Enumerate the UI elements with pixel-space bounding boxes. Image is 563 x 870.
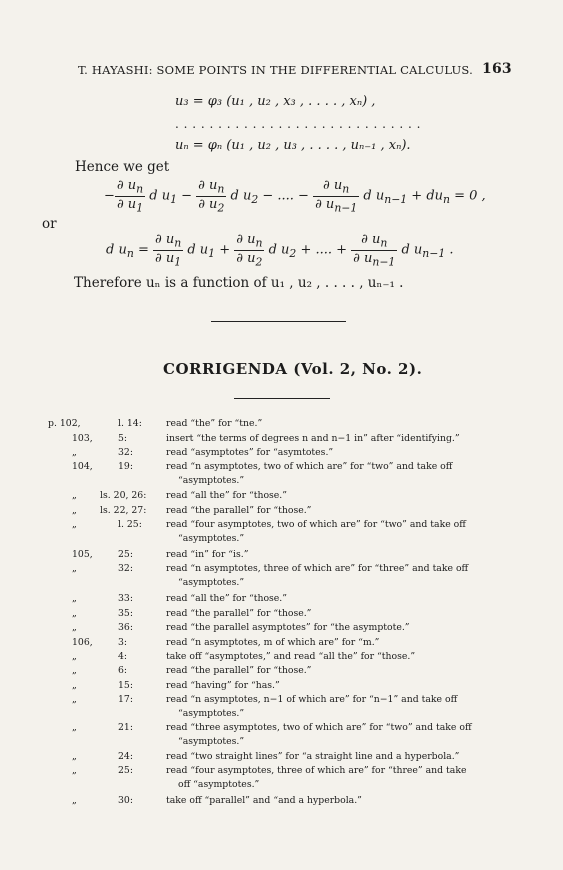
equation-un: uₙ = φₙ (u₁ , u₂ , u₃ , . . . . , uₙ₋₁ , xₙ). (175, 138, 411, 153)
entry-page: „ (72, 651, 77, 662)
corrigenda-entry (0, 418, 563, 432)
entry-page: 105, (72, 549, 93, 560)
entry-line: 19: (118, 461, 133, 472)
corrigenda-entry (0, 722, 563, 736)
entry-continuation: “asymptotes.” (178, 736, 245, 747)
entry-text: read “the parallel” for “those.” (166, 665, 312, 676)
hence-text: Hence we get (75, 159, 170, 175)
display-equation-1: − $\frac{\partial u_n}{\partial u_1}$ d $u_1$ − $\frac{\partial u_n}{\partial u_2}$ d $u_2$ − .... − $\frac{\partial u_n}{\partial u_{n-1}}$ d $u_{n-1} + du_n = 0$ , (104, 178, 486, 215)
entry-page: „ (72, 765, 77, 776)
entry-line: 33: (118, 593, 133, 604)
entry-text: read “n asymptotes, two of which are” for “two” and take off (166, 461, 453, 472)
entry-line: 32: (118, 447, 133, 458)
entry-line: 30: (118, 795, 133, 806)
entry-continuation: “asymptotes.” (178, 475, 245, 486)
corrigenda-title: CORRIGENDA (Vol. 2, No. 2). (163, 360, 423, 378)
entry-text: read “having” for “has.” (166, 680, 280, 691)
corrigenda-entry (0, 593, 563, 607)
entry-line: 32: (118, 563, 133, 574)
corrigenda-entry (0, 433, 563, 447)
entry-line: l. 25: (118, 519, 142, 530)
corrigenda-entry (0, 665, 563, 679)
entry-continuation: “asymptotes.” (178, 577, 245, 588)
entry-text: read “the” for “tne.” (166, 418, 263, 429)
entry-text: read “the parallel asymptotes” for “the asymptote.” (166, 622, 410, 633)
entry-line: 15: (118, 680, 133, 691)
entry-text: insert “the terms of degrees n and n−1 in” after “identifying.” (166, 433, 460, 444)
corrigenda-entry (0, 795, 563, 809)
corrigenda-entry (0, 519, 563, 533)
entry-text: read “asymptotes” for “asymtotes.” (166, 447, 334, 458)
entry-page: p. 102, (48, 418, 81, 429)
entry-text: read “the parallel” for “those.” (166, 608, 312, 619)
entry-page: „ (72, 447, 77, 458)
display-equation-2: d $u_n$ = $\frac{\partial u_n}{\partial u_1}$ d $u_1$ + $\frac{\partial u_n}{\partial u_2}$ d $u_2$ + .... + $\frac{\partial u_n}{\partial u_{n-1}}$ d $u_{n-1}$ . (106, 232, 454, 269)
entry-page: „ (72, 751, 77, 762)
entry-text: read “n asymptotes, three of which are” for “three” and take off (166, 563, 469, 574)
entry-page: „ (72, 490, 77, 501)
corrigenda-entry (0, 549, 563, 563)
corrigenda-entry (0, 680, 563, 694)
entry-line: 3: (118, 637, 128, 648)
entry-text: read “in” for “is.” (166, 549, 249, 560)
entry-text: take off “asymptotes,” and read “all the” for “those.” (166, 651, 416, 662)
entry-text: read “n asymptotes, n−1 of which are” for “n−1” and take off (166, 694, 458, 705)
entry-page: „ (72, 694, 77, 705)
corrigenda-entry (0, 447, 563, 461)
entry-text: take off “parallel” and “and a hyperbola.” (166, 795, 362, 806)
entry-text: read “n asymptotes, m of which are” for “m.” (166, 637, 380, 648)
entry-line: l. 14: (118, 418, 142, 429)
corrigenda-entry (0, 622, 563, 636)
entry-page: „ (72, 680, 77, 691)
entry-line: 25: (118, 549, 133, 560)
entry-page: „ (72, 593, 77, 604)
corrigenda-entry (0, 608, 563, 622)
entry-line: 17: (118, 694, 133, 705)
therefore-text: Therefore uₙ is a function of u₁ , u₂ , . . . . , uₙ₋₁ . (74, 275, 404, 291)
entry-page: „ (72, 795, 77, 806)
corrigenda-entry (0, 751, 563, 765)
entry-page: „ (72, 722, 77, 733)
entry-page: 106, (72, 637, 93, 648)
entry-continuation: “asymptotes.” (178, 708, 245, 719)
corrigenda-entry (0, 461, 563, 475)
entry-text: read “two straight lines” for “a straight line and a hyperbola.” (166, 751, 460, 762)
corrigenda-entry (0, 765, 563, 779)
equation-u3: u₃ = φ₃ (u₁ , u₂ , x₃ , . . . . , xₙ) , (175, 94, 376, 109)
section-divider (211, 321, 346, 322)
entry-line: 35: (118, 608, 133, 619)
entry-text: read “the parallel” for “those.” (166, 505, 312, 516)
entry-page: „ (72, 505, 77, 516)
running-header (78, 61, 512, 77)
title-underline (234, 398, 330, 399)
entry-line: 36: (118, 622, 133, 633)
entry-line: 5: (118, 433, 128, 444)
entry-continuation: off “asymptotes.” (178, 779, 260, 790)
entry-page: „ (72, 608, 77, 619)
entry-line: 6: (118, 665, 128, 676)
corrigenda-entry (0, 563, 563, 577)
page-number: 163 (482, 61, 512, 77)
corrigenda-entry (0, 694, 563, 708)
entry-continuation: “asymptotes.” (178, 533, 245, 544)
entry-line: 24: (118, 751, 133, 762)
entry-text: read “all the” for “those.” (166, 490, 288, 501)
entry-line: 21: (118, 722, 133, 733)
corrigenda-entry (0, 490, 563, 504)
running-title: T. HAYASHI: SOME POINTS IN THE DIFFERENTIAL CALCULUS. (78, 63, 473, 77)
entry-line: ls. 22, 27: (100, 505, 147, 516)
entry-line: ls. 20, 26: (100, 490, 147, 501)
corrigenda-entry (0, 637, 563, 651)
entry-text: read “four asymptotes, three of which are” for “three” and take (166, 765, 467, 776)
entry-page: „ (72, 622, 77, 633)
entry-text: read “all the” for “those.” (166, 593, 288, 604)
entry-page: 103, (72, 433, 93, 444)
equation-dots: . . . . . . . . . . . . . . . . . . . . . . . . . . . . . (175, 117, 421, 131)
entry-page: „ (72, 563, 77, 574)
corrigenda-entry (0, 505, 563, 519)
entry-text: read “four asymptotes, two of which are” for “two” and take off (166, 519, 466, 530)
corrigenda-entry (0, 651, 563, 665)
entry-text: read “three asymptotes, two of which are” for “two” and take off (166, 722, 472, 733)
entry-page: „ (72, 665, 77, 676)
entry-line: 25: (118, 765, 133, 776)
entry-page: „ (72, 519, 77, 530)
entry-line: 4: (118, 651, 128, 662)
or-text: or (42, 216, 57, 232)
entry-page: 104, (72, 461, 93, 472)
